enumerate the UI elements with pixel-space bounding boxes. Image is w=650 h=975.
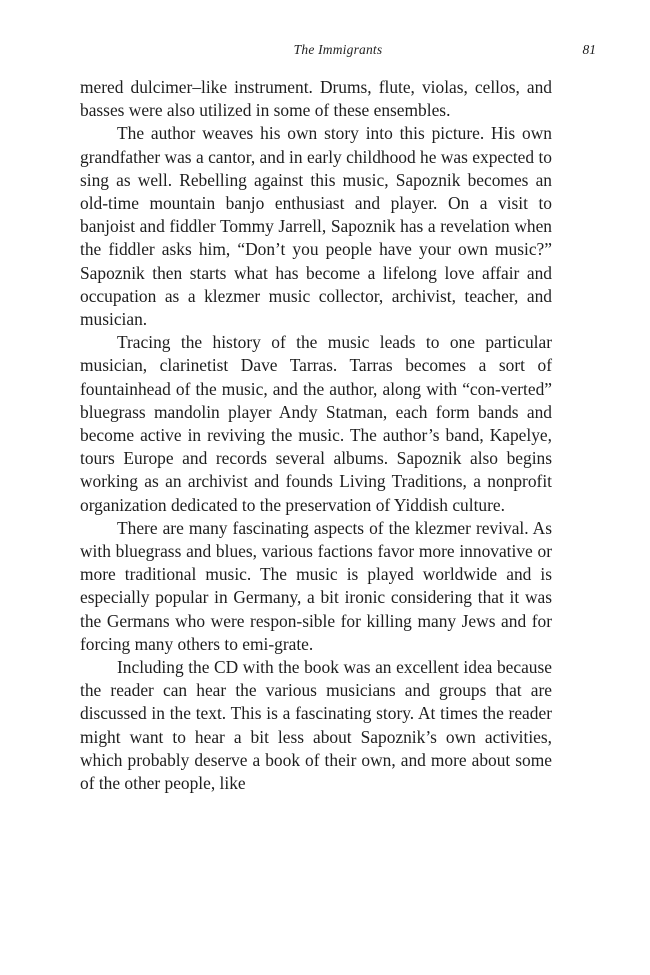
paragraph-klezmer-revival: There are many fascinating aspects of the klezmer revival. As with bluegrass and blues, various factions favor more innovative or more traditional music. The music is played worldwide and is especially popular in Germany, a bit ironic considering that it was the Germans who were respon-sible for killing many Jews and for forcing many others to emi-grate. [80,517,552,654]
running-title: The Immigrants [293,42,383,57]
paragraph-cd: Including the CD with the book was an excellent idea because the reader can hear the various musicians and groups that are discussed in the text. This is a fascinating story. At times the reader might want to hear a bit less about Sapoznik’s own activities, which probably deserve a book of their own, and more about some of the other people, like [80,657,552,794]
body-text [80,76,552,795]
paragraph-continuation: mered dulcimer–like instrument. Drums, flute, violas, cellos, and basses were also utilized in some of these ensembles. [80,77,552,121]
paragraph-dave-tarras: Tracing the history of the music leads to one particular musician, clarinetist Dave Tarras. Tarras becomes a sort of fountainhead of the music, and the author, along with “con-verted” bluegrass mandolin player Andy Statman, each form bands and become active in reviving the music. The author’s band, Kapelye, tours Europe and records several albums. Sapoznik also begins working as an archivist and founds Living Traditions, a nonprofit organization dedicated to the preservation of Yiddish culture. [80,332,552,515]
paragraph-author-story: The author weaves his own story into this picture. His own grandfather was a cantor, and in early childhood he was expected to sing as well. Rebelling against this music, Sapoznik becomes an old-time mountain banjo enthusiast and player. On a visit to banjoist and fiddler Tommy Jarrell, Sapoznik has a revelation when the fiddler asks him, “Don’t you people have your own music?” Sapoznik then starts what has become a lifelong love affair and occupation as a klezmer music collector, archivist, teacher, and musician. [80,123,552,330]
running-head [80,42,596,62]
page-number: 81 [582,42,596,57]
